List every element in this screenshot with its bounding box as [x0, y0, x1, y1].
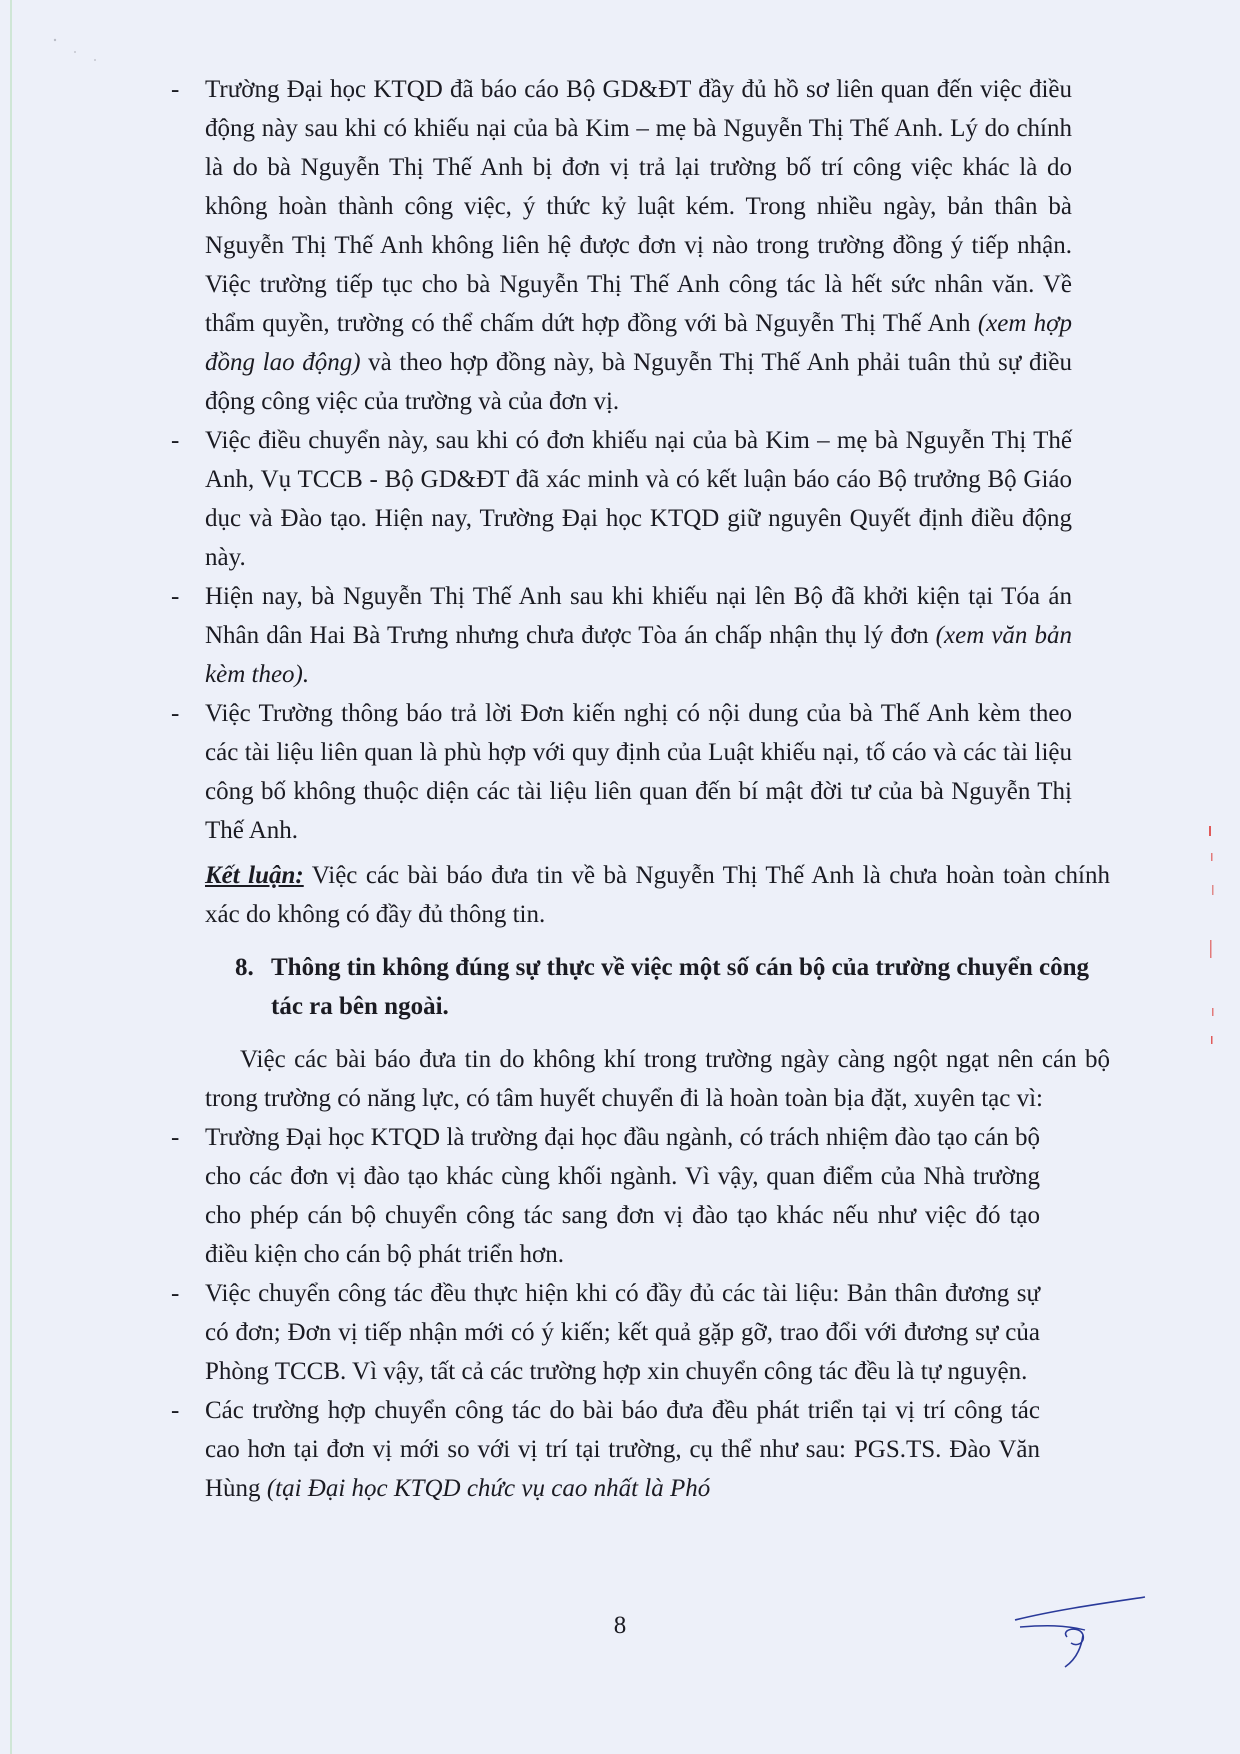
list-item-text: Hiện nay, bà Nguyễn Thị Thế Anh sau khi khiếu nại lên Bộ đã khởi kiện tại Tóa án Nhân dân Hai Bà Trưng nhưng chưa được Tòa án chấp nhận thụ lý đơn	[205, 583, 1072, 649]
italic-reference: (xem văn bản kèm theo).	[205, 622, 1072, 688]
conclusion-paragraph	[205, 856, 1110, 934]
main-content	[205, 70, 1110, 1508]
list-item-text: Trường Đại học KTQD đã báo cáo Bộ GD&ĐT đầy đủ hồ sơ liên quan đến việc điều động này sau khi có khiếu nại của bà Kim – mẹ bà Nguyễn Thị Thế Anh. Lý do chính là do bà Nguyễn Thị Thế Anh bị đơn vị trả lại trường bố trí công việc khác là do không hoàn thành công việc, ý thức kỷ luật kém. Trong nhiều ngày, bản thân bà Nguyễn Thị Thế Anh không liên hệ được đơn vị nào trong trường đồng ý tiếp nhận. Việc trường tiếp tục cho bà Nguyễn Thị Thế Anh công tác là hết sức nhân văn. Về thẩm quyền, trường có thể chấm dứt hợp đồng với bà Nguyễn Thị Thế Anh	[205, 76, 1072, 337]
list-item-text: Các trường hợp chuyển công tác do bài báo đưa đều phát triển tại vị trí công tác cao hơn tại đơn vị mới so với vị trí tại trường, cụ thể như sau: PGS.TS. Đào Văn Hùng	[205, 1397, 1040, 1502]
initials-signature	[1005, 1595, 1155, 1695]
italic-reference: (xem hợp đồng lao động)	[205, 310, 1073, 376]
list-item: - Trường Đại học KTQD là trường đại học đầu ngành, có trách nhiệm đào tạo cán bộ cho các đơn vị đào tạo khác cùng khối ngành. Vì vậy, quan điểm của Nhà trường cho phép cán bộ chuyển công tác sang đơn vị đào tạo khác nếu như việc đó tạo điều kiện cho cán bộ phát triển hơn.	[205, 1118, 1040, 1274]
list-item-text: và theo hợp đồng này, bà Nguyễn Thị Thế Anh phải tuân thủ sự điều động công việc của trường và của đơn vị.	[205, 349, 1072, 415]
italic-reference: (tại Đại học KTQD chức vụ cao nhất là Phó	[266, 1475, 711, 1502]
bullet-list-top	[205, 70, 1072, 850]
bullet-list-bottom	[205, 1118, 1040, 1508]
page-number: 8	[613, 1612, 627, 1639]
page-edge-line	[10, 0, 12, 1754]
list-item: - Việc chuyển công tác đều thực hiện khi có đầy đủ các tài liệu: Bản thân đương sự có đơn; Đơn vị tiếp nhận mới có ý kiến; kết quả gặp gỡ, trao đổi với đương sự của Phòng TCCB. Vì vậy, tất cả các trường hợp xin chuyển công tác đều là tự nguyện.	[205, 1274, 1040, 1391]
list-item	[205, 1391, 1040, 1508]
intro-paragraph: Việc các bài báo đưa tin do không khí trong trường ngày càng ngột ngạt nên cán bộ trong trường có năng lực, có tâm huyết chuyển đi là hoàn toàn bịa đặt, xuyên tạc vì:	[205, 1046, 1110, 1112]
list-item	[205, 577, 1072, 694]
list-item: - Việc điều chuyển này, sau khi có đơn khiếu nại của bà Kim – mẹ bà Nguyễn Thị Thế Anh, Vụ TCCB - Bộ GD&ĐT đã xác minh và có kết luận báo cáo Bộ trưởng Bộ Giáo dục và Đào tạo. Hiện nay, Trường Đại học KTQD giữ nguyên Quyết định điều động này.	[205, 421, 1072, 577]
list-item: - Việc Trường thông báo trả lời Đơn kiến nghị có nội dung của bà Thế Anh kèm theo các tài liệu liên quan là phù hợp với quy định của Luật khiếu nại, tố cáo và các tài liệu công bố không thuộc diện các tài liệu liên quan đến bí mật đời tư của bà Nguyễn Thị Thế Anh.	[205, 694, 1072, 850]
conclusion-label: Kết luận:	[205, 862, 304, 889]
section-title: Thông tin không đúng sự thực về việc một số cán bộ của trường chuyển công tác ra bên ngoài.	[271, 954, 1089, 1020]
list-item	[205, 70, 1072, 421]
conclusion-text: Việc các bài báo đưa tin về bà Nguyễn Thị Thế Anh là chưa hoàn toàn chính xác do không có đầy đủ thông tin.	[205, 862, 1110, 928]
section-number: 8.	[235, 954, 254, 981]
section-heading	[235, 948, 1110, 1026]
